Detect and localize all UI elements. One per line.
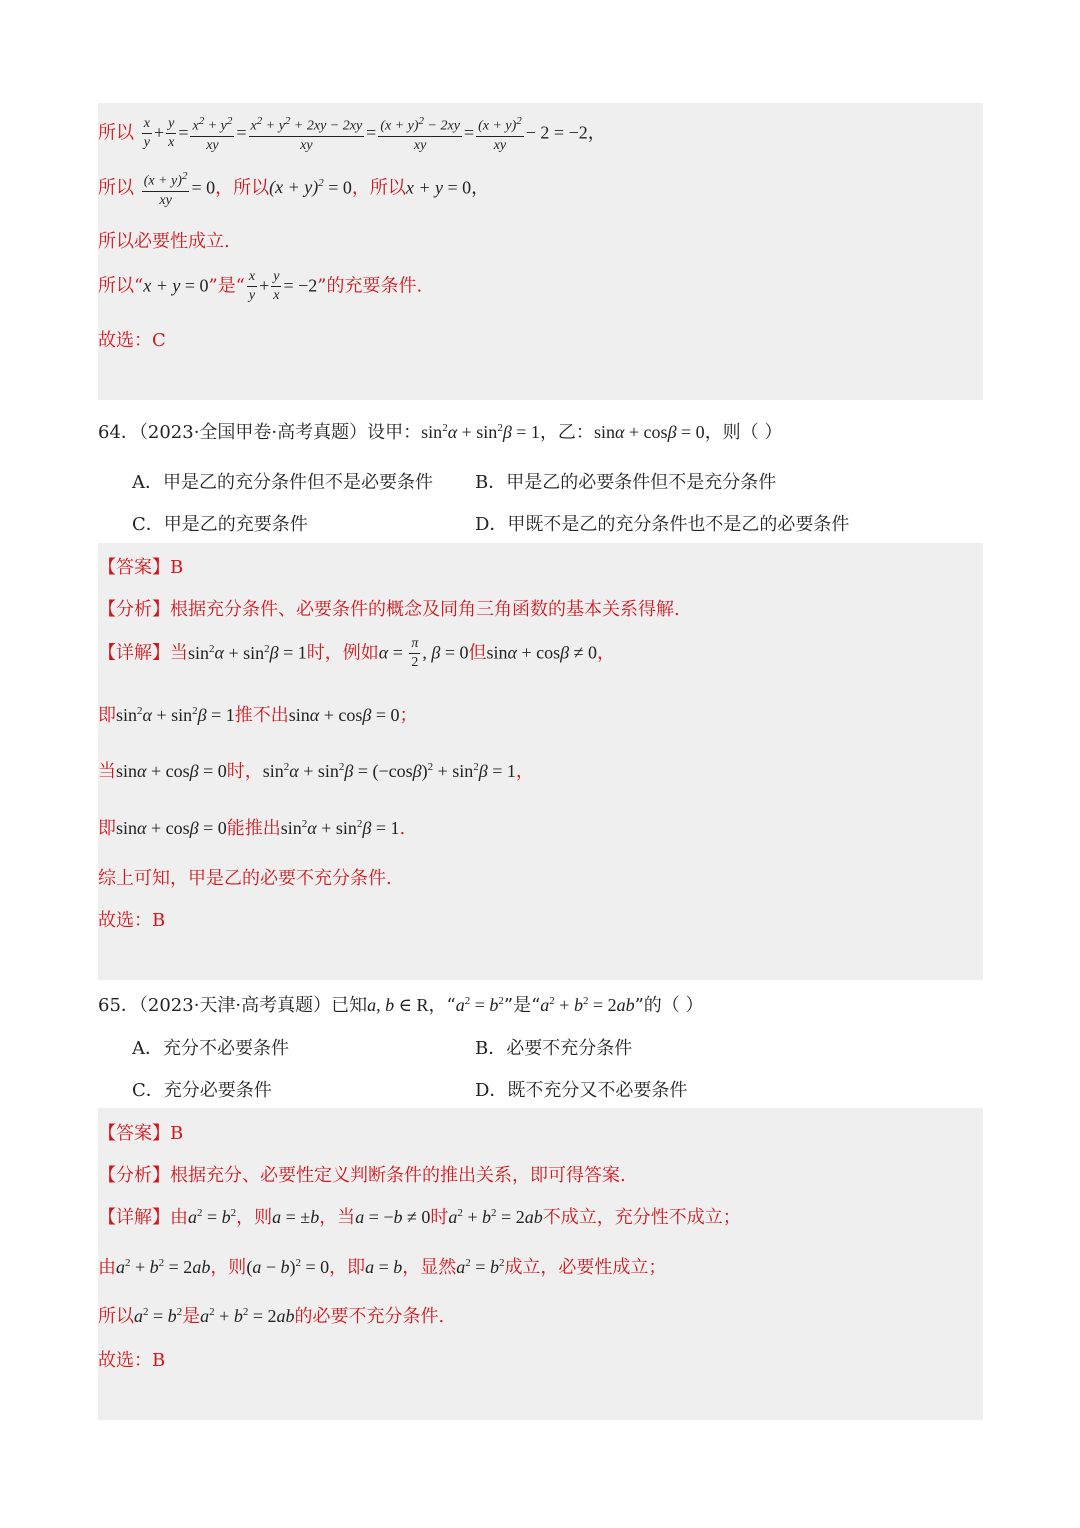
q65-option-a: A．充分不必要条件 bbox=[132, 1038, 289, 1059]
q64-option-d: D．甲既不是乙的充分条件也不是乙的必要条件 bbox=[475, 514, 850, 535]
q64-detail-line2: 即$\sin^2\alpha + \sin^2\beta = 1$推不出sinα + cosβ = 0； bbox=[98, 705, 418, 726]
q65-detail-line3: 所以$a^2 = b^2$是$a^2 + b^2 = 2ab$的必要不充分条件. bbox=[98, 1306, 445, 1327]
formula: $\frac{x}{y}$ bbox=[143, 115, 150, 150]
q65-answer: 【答案】B bbox=[98, 1123, 184, 1144]
q64-detail-line1: 【详解】当$\sin^2\alpha + \sin^2\beta = 1$时，例如α = $\frac{\pi}{2}$ , β = 0但sinα + cosβ ≠ 0， bbox=[98, 636, 615, 670]
q64-detail-line3: 当sinα + cosβ = 0时，$\sin^2\alpha + \sin^2\beta = (-\cos\beta)^2 + \sin^2\beta = 1$， bbox=[98, 761, 534, 782]
q64-analysis: 【分析】根据充分条件、必要条件的概念及同角三角函数的基本关系得解. bbox=[98, 599, 680, 620]
q65-option-c: C．充分必要条件 bbox=[132, 1080, 272, 1101]
q64-source: （2023·全国甲卷·高考真题） bbox=[138, 422, 368, 443]
q64-stem: 64．（2023·全国甲卷·高考真题）设甲：$\sin^2\alpha + \sin^2\beta = 1$，乙：sinα + cosβ = 0，则（ ） bbox=[98, 422, 783, 443]
q64-choose: 故选：B bbox=[98, 910, 166, 931]
block63-line1: 所以 $\frac{x}{y}$ + $\frac{y}{x}$ = $\frac{x^2 + y^2}{xy}$ = $\frac{x^2 + y^2 + 2xy - 2xy}{xy}$ = $\frac{(x + y)^2 - 2xy}{xy}$ = $\frac{(x + y)^2}{xy}$ − 2 = −2， bbox=[98, 112, 606, 155]
q64-option-a: A．甲是乙的充分条件但不是必要条件 bbox=[132, 472, 433, 493]
q65-stem: 65．（2023·天津·高考真题）已知a, b ∈ R，“$a^2 = b^2$”是“$a^2 + b^2 = 2ab$”的（ ） bbox=[98, 995, 704, 1016]
q64-option-c: C．甲是乙的充要条件 bbox=[132, 514, 308, 535]
q65-detail-line2: 由$a^2 + b^2 = 2ab$，则$(a - b)^2 = 0$，即a = b，显然$a^2 = b^2$成立，必要性成立； bbox=[98, 1257, 667, 1278]
q65-detail-line1: 【详解】由$a^2 = b^2$，则a = ±b，当a = −b ≠ 0时$a^2 + b^2 = 2ab$不成立，充分性不成立； bbox=[98, 1207, 741, 1228]
q65-source: （2023·天津·高考真题） bbox=[138, 995, 332, 1016]
q65-analysis: 【分析】根据充分、必要性定义判断条件的推出关系，即可得答案. bbox=[98, 1165, 626, 1186]
q65-option-b: B．必要不充分条件 bbox=[475, 1038, 633, 1059]
q64-answer: 【答案】B bbox=[98, 557, 184, 578]
q65-choose: 故选：B bbox=[98, 1350, 166, 1371]
block63-choose: 故选：C bbox=[98, 330, 166, 351]
q64-detail-line4: 即sinα + cosβ = 0能推出$\sin^2\alpha + \sin^2\beta = 1$. bbox=[98, 818, 406, 839]
block63-line4: 所以“x + y = 0”是“ $\frac{x}{y}$ + $\frac{y}{x}$ = −2”的充要条件. bbox=[98, 269, 423, 303]
block63-line2: 所以 $\frac{(x + y)^2}{xy}$ = 0，所以$(x + y)^2 = 0$，所以x + y = 0， bbox=[98, 167, 489, 210]
q65-option-d: D．既不充分又不必要条件 bbox=[475, 1080, 688, 1101]
q64-summary: 综上可知，甲是乙的必要不充分条件. bbox=[98, 868, 392, 889]
block63-line3: 所以必要性成立. bbox=[98, 231, 230, 252]
q64-option-b: B．甲是乙的必要条件但不是充分条件 bbox=[475, 472, 777, 493]
